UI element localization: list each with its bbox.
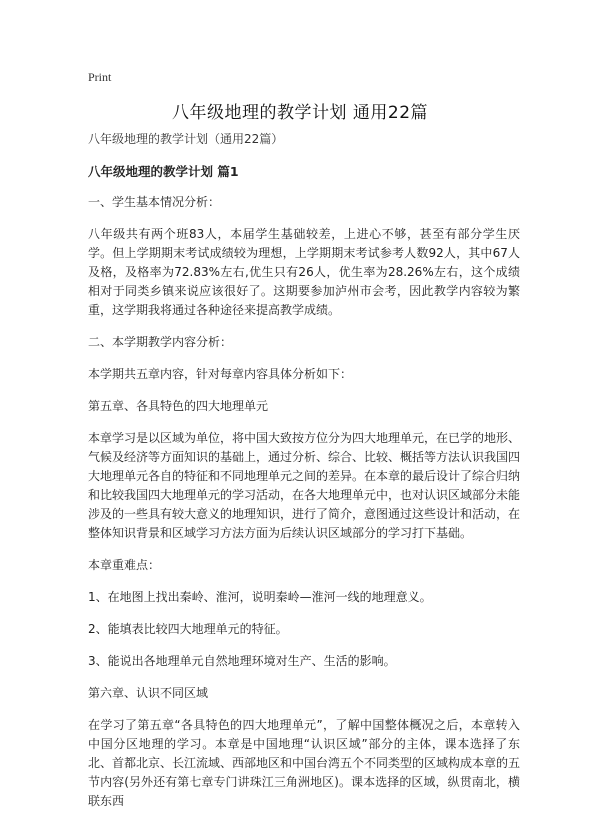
- print-label[interactable]: Print: [88, 70, 112, 84]
- key-point-2: 2、能填表比较四大地理单元的特征。: [88, 622, 288, 636]
- heading-content-analysis: 二、本学期教学内容分析：: [88, 335, 233, 349]
- paragraph-chapter-6: 在学习了第五章“各具特色的四大地理单元”，了解中国整体概况之后，本章转入中国分区地理的学习。本章是中国地理“认识区域”部分的主体，课本选择了东北、首都北京、长江流域、西部地区和中国台湾五个不同类型的区域构成本章的五节内容(另外还有第七章专门讲珠江三角洲地区)。课本选择的区域，纵贯南北，横联东西: [88, 718, 521, 808]
- key-point-1: 1、在地图上找出秦岭、淮河，说明秦岭—淮河一线的地理意义。: [88, 590, 432, 604]
- heading-key-points: 本章重难点：: [88, 558, 161, 572]
- heading-chapter-6: 第六章、认识不同区域: [88, 686, 209, 700]
- section-heading: 八年级地理的教学计划 篇1: [88, 164, 239, 179]
- document-title: 八年级地理的教学计划 通用22篇: [171, 103, 429, 123]
- paragraph-content-intro: 本学期共五章内容，针对每章内容具体分析如下：: [88, 367, 353, 381]
- heading-chapter-5: 第五章、各具特色的四大地理单元: [88, 399, 269, 413]
- paragraph-chapter-5: 本章学习是以区域为单位，将中国大致按方位分为四大地理单元，在已学的地形、气候及经济等方面知识的基础上，通过分析、综合、比较、概括等方法认识我国四大地理单元各自的特征和不同地理单元之间的差异。在本章的最后设计了综合归纳和比较我国四大地理单元的学习活动，在各大地理单元中，也对认识区域部分未能涉及的一些具有较大意义的地理知识，进行了简介，意图通过这些设计和活动，在整体知识背景和区域学习方法方面为后续认识区域部分的学习打下基础。: [88, 431, 521, 540]
- document-body: [88, 130, 520, 824]
- key-point-3: 3、能说出各地理单元自然地理环境对生产、生活的影响。: [88, 654, 396, 668]
- document-subtitle: 八年级地理的教学计划（通用22篇）: [88, 132, 284, 146]
- heading-student-info: 一、学生基本情况分析：: [88, 195, 221, 209]
- paragraph-student-info: 八年级共有两个班83人，本届学生基础较差，上进心不够，甚至有部分学生厌学。但上学期期末考试成绩较为理想，上学期期末考试参考人数92人，其中67人及格，及格率为72.83%左右,优生只有26人，优生率为28.26%左右，这个成绩相对于同类乡镇来说应该很好了。这期要参加泸州市会考，因此教学内容较为繁重，这学期我将通过各种途径来提高教学成绩。: [88, 227, 520, 317]
